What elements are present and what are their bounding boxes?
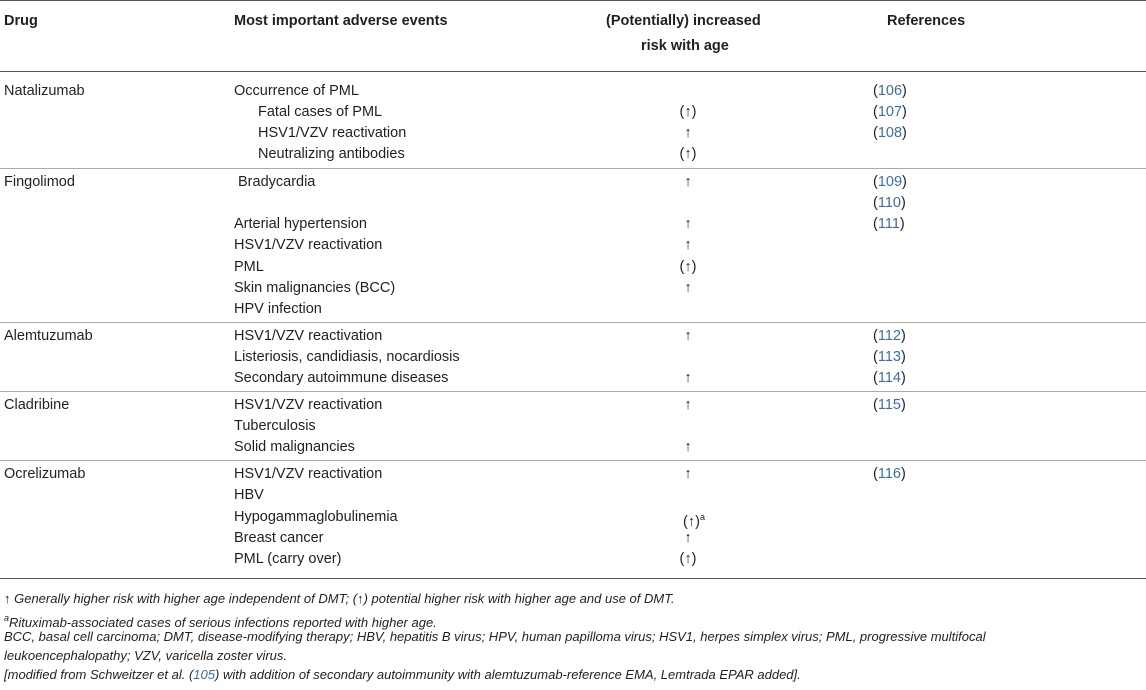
risk-indicator: (↑) — [679, 104, 697, 120]
risk-indicator: ↑ — [684, 397, 692, 413]
event-text: Bradycardia — [238, 174, 316, 190]
footnote-legend: ↑ Generally higher risk with higher age independent of DMT; (↑) potential higher risk with higher age and use of DMT. — [4, 591, 675, 606]
risk-indicator: (↑) — [679, 259, 697, 275]
reference-link[interactable]: (115) — [873, 397, 906, 413]
event-text: PML (carry over) — [234, 551, 342, 567]
reference-link[interactable]: (111) — [873, 216, 905, 232]
footnote-abbreviations: BCC, basal cell carcinoma; DMT, disease-modifying therapy; HBV, hepatitis B virus; HPV, human papilloma virus; HSV1, herpes simplex virus; PML, progressive multifocal — [4, 629, 986, 644]
risk-indicator: ↑ — [684, 439, 692, 455]
event-text: Fatal cases of PML — [258, 104, 383, 120]
reference-link[interactable]: (109) — [873, 174, 907, 190]
risk-indicator: ↑ — [684, 125, 692, 141]
reference-link[interactable]: (114) — [873, 370, 906, 386]
event-text: Neutralizing antibodies — [258, 146, 405, 162]
reference-link[interactable]: (107) — [873, 104, 907, 120]
event-text: HPV infection — [234, 301, 322, 317]
risk-indicator: ↑ — [684, 174, 692, 190]
event-text: HSV1/VZV reactivation — [234, 397, 383, 413]
risk-indicator: (↑) — [679, 146, 697, 162]
drug-alemtuzumab: Alemtuzumab — [4, 328, 93, 344]
footnote-source: [modified from Schweitzer et al. (105) with addition of secondary autoimmunity with alemtuzumab-reference EMA, Lemtrada EPAR added]. — [4, 667, 801, 682]
risk-indicator: ↑ — [684, 216, 692, 232]
header-risk-line2: risk with age — [641, 38, 729, 54]
reference-link[interactable]: (108) — [873, 125, 907, 141]
event-text: Hypogammaglobulinemia — [234, 509, 398, 525]
group-separator — [0, 322, 1146, 323]
reference-link[interactable]: (116) — [873, 466, 906, 482]
event-text: HBV — [234, 487, 264, 503]
risk-indicator: ↑ — [684, 328, 692, 344]
header-adverse-events: Most important adverse events — [234, 13, 448, 29]
event-text: HSV1/VZV reactivation — [258, 125, 407, 141]
reference-link[interactable]: (113) — [873, 349, 906, 365]
event-text: Skin malignancies (BCC) — [234, 280, 396, 296]
header-drug: Drug — [4, 13, 38, 29]
group-separator — [0, 391, 1146, 392]
reference-link[interactable]: (110) — [873, 195, 906, 211]
risk-indicator: ↑ — [684, 370, 692, 386]
event-text: Occurrence of PML — [234, 83, 359, 99]
top-rule — [0, 0, 1146, 1]
event-text: Breast cancer — [234, 530, 324, 546]
risk-indicator: ↑ — [684, 237, 692, 253]
group-separator — [0, 168, 1146, 169]
footnote-a: $^a$Rituximab-associated cases of serious infections reported with higher age. — [4, 613, 437, 630]
risk-indicator: ↑ — [684, 280, 692, 296]
reference-link[interactable]: (112) — [873, 328, 906, 344]
event-text: PML — [234, 259, 264, 275]
bottom-rule — [0, 578, 1146, 579]
risk-indicator: ↑ — [684, 530, 692, 546]
risk-indicator: (↑)$^a$ — [683, 512, 705, 530]
risk-indicator: ↑ — [684, 466, 692, 482]
event-text: Tuberculosis — [234, 418, 316, 434]
reference-link[interactable]: (106) — [873, 83, 907, 99]
group-separator — [0, 460, 1146, 461]
reference-link[interactable]: 105 — [193, 667, 215, 682]
footnote-abbreviations-cont: leukoencephalopathy; VZV, varicella zoster virus. — [4, 648, 288, 663]
event-text: HSV1/VZV reactivation — [234, 237, 383, 253]
event-text: Listeriosis, candidiasis, nocardiosis — [234, 349, 460, 365]
risk-indicator: (↑) — [679, 551, 697, 567]
event-text: HSV1/VZV reactivation — [234, 466, 383, 482]
event-text: Secondary autoimmune diseases — [234, 370, 449, 386]
drug-fingolimod: Fingolimod — [4, 174, 75, 190]
drug-cladribine: Cladribine — [4, 397, 70, 413]
header-references: References — [887, 13, 966, 29]
header-rule — [0, 71, 1146, 72]
superscript-a: a — [699, 512, 705, 522]
event-text: Solid malignancies — [234, 439, 355, 455]
header-risk-line1: (Potentially) increased — [606, 13, 761, 29]
event-text: Arterial hypertension — [234, 216, 367, 232]
footnote-a-marker: a — [4, 613, 10, 623]
drug-ocrelizumab: Ocrelizumab — [4, 466, 86, 482]
drug-natalizumab: Natalizumab — [4, 83, 85, 99]
event-text: HSV1/VZV reactivation — [234, 328, 383, 344]
